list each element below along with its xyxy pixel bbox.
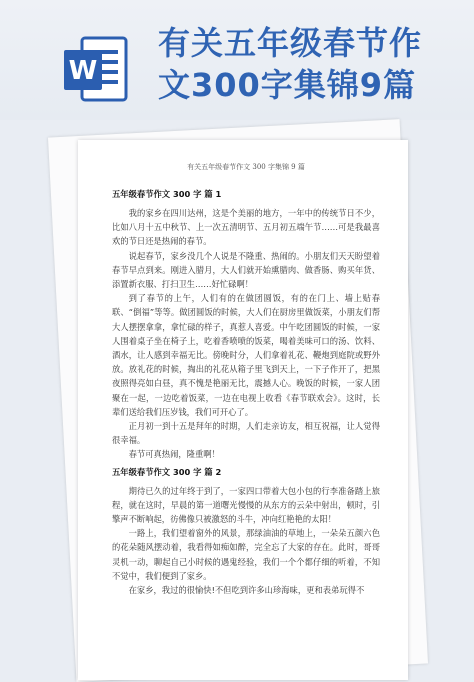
logo-letter: W [68, 56, 98, 86]
document-page [78, 140, 408, 680]
word-document-icon [62, 36, 132, 106]
section-heading: 五年级春节作文 300 字 篇 2 [112, 466, 222, 477]
section-2 [112, 466, 380, 598]
paragraph: 春节可真热闹，隆重啊！ [128, 449, 220, 460]
paragraph: 一路上，我们望着窗外的风景，那绿油油的草地上，一朵朵五颜六色的花朵随风摆动着，我看得如痴如醉，完全忘了大家的存在。此时，哥哥灵机一动，聊起自己小时候的遇鬼经验，我们一个个都仔细的听着，不知不觉中，我们便到了家乡。 [112, 528, 380, 581]
section-heading: 五年级春节作文 300 字 篇 1 [112, 189, 222, 199]
paragraph: 说起春节，家乡没几个人说是不隆重、热闹的。小朋友们天天盼望着春节早点到来。刚进入腊月，大人们就开始熏腊肉、做香肠、购买年货、添置新衣服、打扫卫生……好忙碌啊！ [112, 250, 380, 290]
paragraph: 我的家乡在四川达州，这是个美丽的地方，一年中的传统节日不少，比如八月十五中秋节、上一次五清明节、五月初五端午节……可是我最喜欢的节日还是热闹的春节。 [112, 208, 380, 247]
paragraph: 在家乡，我过的很愉快!不但吃到许多山珍海味，更和表弟玩得不 [128, 585, 365, 596]
paragraph: 到了春节的上午，人们有的在做团圆饭，有的在门上、墙上贴春联、“倒福”等等。做团圆饭的时候，大人们在厨房里做饭菜，小朋友们帮大人摆摆拿拿，拿忙碌的样子，真惹人喜爱。中午吃团圆饭的时候，一家人围着桌子坐在椅子上，吃着香喷喷的饭菜，喝着美味可口的汤、饮料、酒水，让人感到幸福无比。傍晚时分，人们拿着礼花、鞭炮到庭院或野外放。放礼花的时候，掏出的礼花从箱子里飞到天上，一下子作开了，把黑夜照得亮如白昼，真不愧是艳丽无比，震撼人心。晚饭的时候，一家人团聚在一起，一边吃着饭菜，一边在电视上收看《春节联欢会》。这时，长辈们送给我们压岁钱，我们可开心了。 [112, 293, 380, 417]
paragraph: 期待已久的过年终于到了，一家四口带着大包小包的行李准备踏上旅程，就在这时，早晨的第一道曙光慢慢的从东方的云朵中射出，顿时，引擎声不断响起，彷佛像只被激怒的斗牛，冲向红艳艳的太阳！ [112, 485, 380, 525]
page-title [158, 22, 458, 106]
title-line-1: 有关五年级春节作 [158, 24, 423, 62]
section-1 [112, 188, 380, 462]
paragraph: 正月初一到十五是拜年的时期，人们走亲访友，相互祝福，让人觉得很幸福。 [112, 421, 380, 446]
running-head: 有关五年级春节作文 300 字集锦 9 篇 [187, 163, 305, 171]
title-line-2: 文300字集锦9篇 [158, 66, 417, 104]
